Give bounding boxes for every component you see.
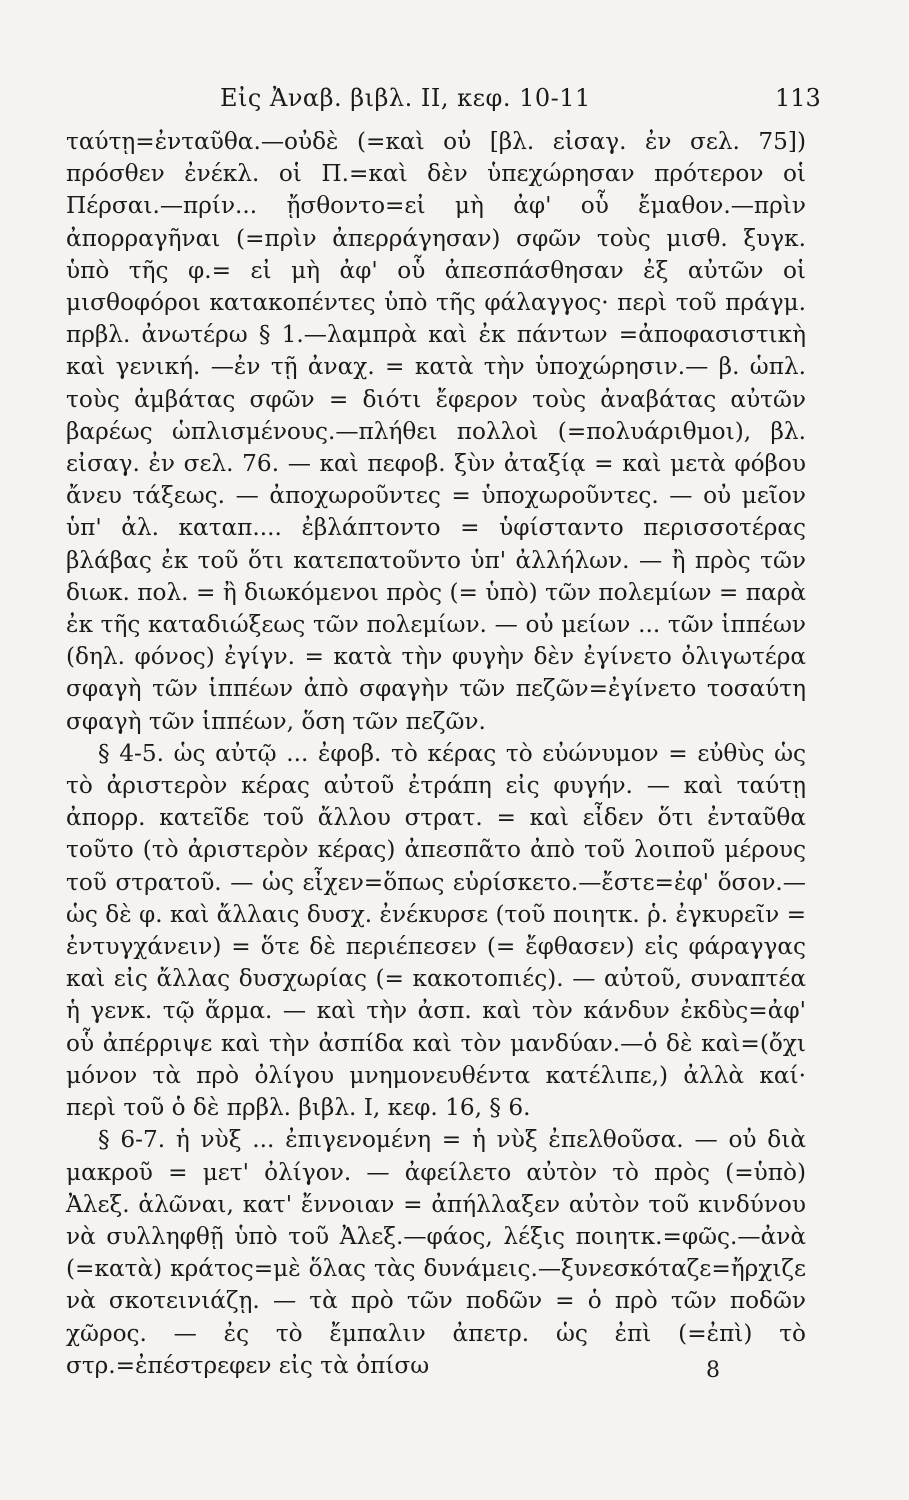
paragraph-3: § 6-7. ἡ νὺξ ... ἐπιγενομένη = ἡ νὺξ ἐπελθοῦσα. — οὐ διὰ μακροῦ = μετ' ὀλίγον. — ἀφείλετο αὐτὸν τὸ πρὸς (=ὑπὸ) Ἀλεξ. ἁλῶναι, κατ' ἔννοιαν = ἀπήλλαξεν αὐτὸν τοῦ κινδύνου νὰ συλληφθῇ ὑπὸ τοῦ Ἀλεξ.—φάος, λέξις ποιητκ.=φῶς.—ἀνὰ (=κατὰ) κράτος=μὲ ὅλας τὰς δυνάμεις.—ξυνεσκόταζε=ἤρχιζε νὰ σκοτεινιάζῃ. — τὰ πρὸ τῶν ποδῶν = ὁ πρὸ τῶν ποδῶν χῶρος. — ἐς τὸ ἔμπαλιν ἀπετρ. ὡς ἐπὶ (=ἐπὶ) τὸ στρ.=ἐπέστρεφεν εἰς τὰ ὀπίσω xyxy=(66,1126,806,1379)
running-header: Εἰς Ἀναβ. βιβλ. ΙΙ, κεφ. 10-11 xyxy=(220,84,591,112)
paragraph-1: ταύτῃ=ἐνταῦθα.—οὐδὲ (=καὶ οὐ [βλ. εἰσαγ. ἐν σελ. 75]) πρόσθεν ἐνέκλ. οἱ Π.=καὶ δὲν ὑπεχώρησαν πρότερον οἱ Πέρσαι.—πρίν... ᾔσθοντο=εἰ μὴ ἀφ' οὗ ἔμαθον.—πρὶν ἀπορραγῆναι (=πρὶν ἀπερράγησαν) σφῶν τοὺς μισθ. ξυγκ. ὑπὸ τῆς φ.= εἰ μὴ ἀφ' οὗ ἀπεσπάσθησαν ἐξ αὐτῶν οἱ μισθοφόροι κατακοπέντες ὑπὸ τῆς φάλαγγος· περὶ τοῦ πράγμ. πρβλ. ἀνωτέρω § 1.—λαμπρὰ καὶ ἐκ πάντων =ἀποφασιστικὴ καὶ γενική. —ἐν τῇ ἀναχ. = κατὰ τὴν ὑποχώρησιν.— β. ὡπλ. τοὺς ἀμβάτας σφῶν = διότι ἔφερον τοὺς ἀναβάτας αὐτῶν βαρέως ὡπλισμένους.—πλήθει πολλοὶ (=πολυάριθμοι), βλ. εἰσαγ. ἐν σελ. 76. — καὶ πεφοβ. ξὺν ἀταξίᾳ = καὶ μετὰ φόβου ἄνευ τάξεως. — ἀποχωροῦντες = ὑποχωροῦντες. — οὐ μεῖον ὑπ' ἀλ. καταπ.... ἐβλάπτοντο = ὑφίσταντο περισσοτέρας βλάβας ἐκ τοῦ ὅτι κατεπατοῦντο ὑπ' ἀλλήλων. — ἢ πρὸς τῶν διωκ. πολ. = ἢ διωκόμενοι πρὸς (= ὑπὸ) τῶν πολεμίων = παρὰ ἐκ τῆς καταδιώξεως τῶν πολεμίων. — οὐ μείων ... τῶν ἱππέων (δηλ. φόνος) ἐγίγν. = κατὰ τὴν φυγὴν δὲν ἐγίνετο ὀλιγωτέρα σφαγὴ τῶν ἱππέων ἀπὸ σφαγὴν τῶν πεζῶν=ἐγίνετο τοσαύτη σφαγὴ τῶν ἱππέων, ὅση τῶν πεζῶν. xyxy=(66,128,806,735)
commentary-text xyxy=(66,126,806,1382)
paragraph-2: § 4-5. ὡς αὐτῷ ... ἐφοβ. τὸ κέρας τὸ εὐώνυμον = εὐθὺς ὡς τὸ ἀριστερὸν κέρας αὐτοῦ ἐτράπη εἰς φυγήν. — καὶ ταύτῃ ἀπορρ. κατεῖδε τοῦ ἄλλου στρατ. = καὶ εἶδεν ὅτι ἐνταῦθα τοῦτο (τὸ ἀριστερὸν κέρας) ἀπεσπᾶτο ἀπὸ τοῦ λοιποῦ μέρους τοῦ στρατοῦ. — ὡς εἶχεν=ὅπως εὑρίσκετο.—ἔστε=ἐφ' ὅσον.—ὡς δὲ φ. καὶ ἄλλαις δυσχ. ἐνέκυρσε (τοῦ ποιητκ. ῥ. ἐγκυρεῖν = ἐντυγχάνειν) = ὅτε δὲ περιέπεσεν (= ἔφθασεν) εἰς φάραγγας καὶ εἰς ἄλλας δυσχωρίας (= κακοτοπιές). — αὐτοῦ, συναπτέα ἡ γενκ. τῷ ἅρμα. — καὶ τὴν ἀσπ. καὶ τὸν κάνδυν ἐκδὺς=ἀφ' οὗ ἀπέρριψε καὶ τὴν ἀσπίδα καὶ τὸν μανδύαν.—ὁ δὲ καὶ=(ὄχι μόνον τὰ πρὸ ὀλίγου μνημονευθέντα κατέλιπε,) ἀλλὰ καί· περὶ τοῦ ὁ δὲ πρβλ. βιβλ. Ι, κεφ. 16, § 6. xyxy=(66,739,806,1122)
page-number: 113 xyxy=(775,84,821,112)
signature-mark: 8 xyxy=(706,1358,720,1383)
